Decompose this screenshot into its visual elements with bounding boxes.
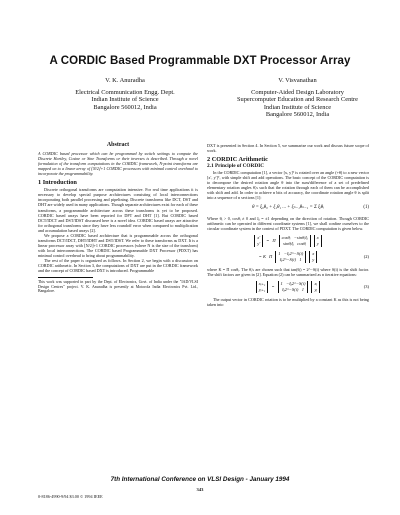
left-column [38,143,198,294]
equation-body: θ = ξ₀θ₀ + ξ₁θ₁ ... + ξₙ₋₁θₙ₋₁ = Σ ξᵢθᵢ [252,205,324,211]
paragraph: Discrete orthogonal transforms are computation intensive. For real time applications it is necessary to develop special purpose architectures consisting of local interconnections incorporating both parallel processing and pipelining. Discrete transforms like DCT, DST and DHT are widely used in many applications. Though separate architectures exist for each of these transforms, a programmable architecture across these transforms is yet to be proposed. CORDIC based arrays have been reported for DFT and DHT [1]. But CORDIC based DCT/IDCT and DST/IDST discussed here is a novel idea. CORDIC based arrays are attractive for orthogonal transforms since they have less roundoff error when compared to multiplication and accumulation based arrays [2]. [38,187,199,233]
abstract-heading: Abstract [106,142,130,148]
paragraph: DXT is presented in Section 4. In Section 5, we summarize our work and discuss future scope of work. [207,143,369,154]
equation-2: x′ y′ = Π cosθᵢ −sinθᵢξᵢ sinθᵢξᵢ cosθᵢ x y [207,235,369,247]
paragraph: The output vector in CORDIC rotation is to be multiplied by a constant K as this is not being taken into [207,296,369,307]
equation-1 [207,205,369,210]
page-number: 343 [196,487,204,492]
affiliation-line: Electrical Communication Engg. Dept. [75,88,175,96]
shift-matrix: 1 −ξᵢ2^−S(i) ξᵢ2^−S(i) 1 [275,251,306,263]
input-vector: x y [314,235,322,247]
right-column [207,143,369,307]
section-heading: 2 CORDIC Arithmetic [207,156,268,164]
equation-3: xᵢ₊₁ yᵢ₊₁ = 1 −ξᵢ2^−S(i) ξᵢ2^−S(i) 1 xᵢ yᵢ (3) [207,281,369,293]
equation-number: (1) [363,205,369,211]
isbn-line: 0-8186-4990-9/94 $3.00 © 1994 IEEE [38,494,103,499]
subsection-heading: 2.1 Principle of CORDIC [207,163,265,170]
iteration-matrix: 1 −ξᵢ2^−S(i) ξᵢ2^−S(i) 1 [278,281,309,293]
paragraph: In the CORDIC computation [1], a vector [x, y]ᵀ is rotated over an angle (+θ) to a new vector [x′, y′]ᵀ, with simple shift and add operations. The basic concept of the CORDIC computation is to decompose the desired rotation angle θ into the sum/difference of a set of predefined elementary rotation angles θᵢ's such that the rotation through each of them can be accomplished with shift and add. In order to achieve n bits of accuracy, the coordinate rotation angle θ is split into a sequence of n sections [1]: [207,170,369,201]
affiliation-line: Bangalore 560012, India [93,103,157,111]
conference-footer: 7th International Conference on VLSI Design - January 1994 [110,476,290,483]
equation-2b: = K Π 1 −ξᵢ2^−S(i) ξᵢ2^−S(i) 1 x y (2) [258,250,369,262]
author-block-1 [40,77,210,111]
paragraph: Where θᵢ > 0, cosθᵢ ≠ 0 and ξᵢ = ±1 depending on the direction of rotation. Though CORDIC arithmetic can be operated in different coordinate systems [1], we shall confine ourselves to the circular coordinate system in the context of PDXT. The CORDIC computation is given below. [207,215,369,231]
affiliation-line: Bangalore 560012, India [265,111,330,119]
paper-title: A CORDIC Based Programmable DXT Processor Array [49,55,351,67]
author-name: V. Visvanathan [278,77,317,84]
paragraph: where K = Π cosθᵢ. The θᵢ's are chosen such that tan(θᵢ) = 2^−S(i) where S(i) is the shift factor. The shift factors are given in [2]. Equation (2) can be summarized as n iterative equations: [207,266,369,277]
paragraph: We propose a CORDIC based architecture that is programmable across the orthogonal transforms DCT/IDCT, DHT/IDHT and DST/IDST. We refer to these transforms as DXT. It is a linear processor array with ⌊N/2⌋+1 CORDIC processors (where N is the size of the transform) with local interconnections. The CORDIC based Programmable DXT Processor (PDXT) has minimal control overhead to bring about programmability. [38,232,198,258]
affiliation-line: Indian Institute of Science [91,96,159,104]
affiliation-line: Supercomputer Education and Research Centre [236,96,359,104]
affiliation-line: Indian Institute of Science [263,103,332,111]
author-name: V. K. Anuradha [105,77,145,84]
section-heading: 1 Introduction [38,179,77,187]
abstract-text: A CORDIC based processor which can be programmed by switch settings to compute the Discrete Hartley, Cosine or Sine Transforms or their inverses is described. Through a novel formulation of the transform computations in the CORDIC framework, N-point transforms are mapped on to a linear array of ⌊N/2⌋+1 CORDIC processors with minimal control overhead to incorporate the programmability. [38,151,198,177]
footnote-rule [38,277,93,278]
affiliation-line: Computer-Aided Design Laboratory [251,88,344,96]
author-block-2 [200,77,395,119]
rotation-matrix: cosθᵢ −sinθᵢξᵢ sinθᵢξᵢ cosθᵢ [279,235,311,247]
footnote: This work was supported in part by the Dept. of Electronics, Govt. of India under the "IAD/VLSI Design Centres" project. V. K. Anuradha is presently at Motorola India Electronics Pvt. Ltd., Bangalore. [38,280,198,294]
output-vector: x′ y′ [254,235,263,247]
paragraph: The rest of the paper is organized as follows. In Section 2, we begin with a discussion on CORDIC arithmetic. In Section 3, the computations of DXT are put in the CORDIC framework and the concept of CORDIC based DXT is introduced. Programmable [38,257,198,274]
equation-number: (2) [363,254,369,260]
equation-number: (3) [363,284,369,290]
